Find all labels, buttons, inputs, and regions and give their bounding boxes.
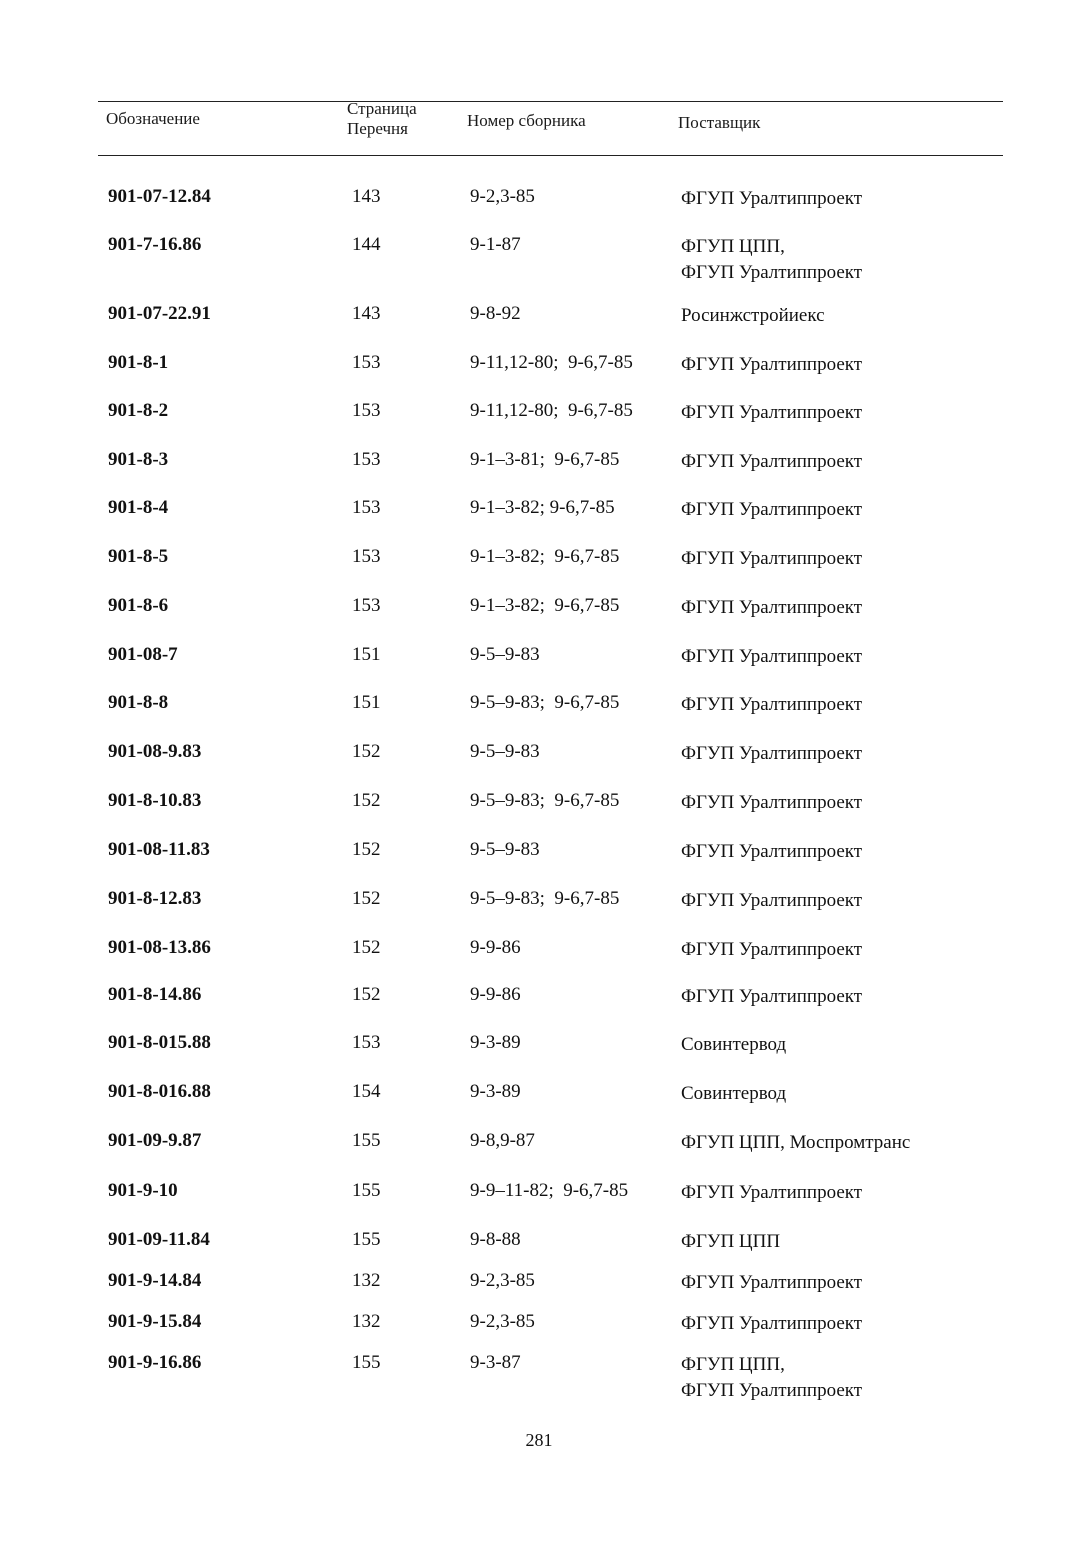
cell-collection: 9-1–3-82; 9-6,7-85 [470, 497, 615, 518]
cell-supplier [681, 741, 862, 767]
cell-page: 152 [352, 790, 381, 811]
supplier-line: ФГУП Уралтиппроект [681, 792, 863, 813]
cell-collection: 9-5–9-83; 9-6,7-85 [470, 692, 620, 713]
column-header-supplier: Поставщик [678, 113, 761, 132]
cell-supplier [681, 1311, 862, 1337]
table-row [0, 1128, 1078, 1168]
cell-page: 132 [352, 1311, 381, 1332]
cell-designation: 901-08-13.86 [108, 937, 211, 958]
cell-page: 132 [352, 1270, 381, 1291]
cell-designation: 901-09-11.84 [108, 1229, 210, 1250]
cell-supplier [681, 234, 862, 286]
supplier-line: ФГУП Уралтиппроект [681, 986, 863, 1007]
supplier-line: ФГУП ЦПП, Моспромтранс [681, 1132, 911, 1153]
table-top-rule [98, 101, 1003, 102]
supplier-line: ФГУП Уралтиппроект [681, 1313, 863, 1334]
cell-collection: 9-2,3-85 [470, 1270, 535, 1291]
cell-page: 143 [352, 303, 381, 324]
cell-designation: 901-8-10.83 [108, 790, 202, 811]
table-row [0, 739, 1078, 779]
table-row [0, 232, 1078, 283]
cell-supplier [681, 352, 862, 378]
supplier-line: ФГУП Уралтиппроект [681, 890, 863, 911]
supplier-line: ФГУП Уралтиппроект [681, 354, 863, 375]
cell-page: 151 [352, 692, 381, 713]
cell-supplier [681, 937, 862, 963]
supplier-line: ФГУП Уралтиппроект [681, 262, 863, 283]
cell-page: 152 [352, 839, 381, 860]
cell-designation: 901-07-12.84 [108, 186, 211, 207]
supplier-line: Росинжстройиекс [681, 305, 825, 326]
table-row [0, 837, 1078, 877]
cell-collection: 9-5–9-83 [470, 644, 540, 665]
cell-collection: 9-2,3-85 [470, 186, 535, 207]
cell-supplier [681, 186, 862, 212]
column-header-designation: Обозначение [106, 109, 200, 128]
cell-designation: 901-08-9.83 [108, 741, 202, 762]
supplier-line: ФГУП ЦПП, [681, 1354, 785, 1375]
supplier-line: ФГУП Уралтиппроект [681, 402, 863, 423]
cell-supplier [681, 595, 862, 621]
cell-collection: 9-5–9-83; 9-6,7-85 [470, 790, 620, 811]
cell-designation: 901-09-9.87 [108, 1130, 202, 1151]
table-row [0, 447, 1078, 487]
supplier-line: ФГУП ЦПП [681, 1231, 781, 1252]
cell-designation: 901-9-16.86 [108, 1352, 202, 1373]
supplier-line: ФГУП Уралтиппроект [681, 1272, 863, 1293]
cell-page: 155 [352, 1352, 381, 1373]
cell-supplier [681, 303, 825, 329]
cell-designation: 901-08-11.83 [108, 839, 210, 860]
cell-supplier [681, 1032, 786, 1058]
cell-supplier [681, 1270, 862, 1296]
cell-collection: 9-8-92 [470, 303, 521, 324]
cell-supplier [681, 497, 862, 523]
supplier-line: ФГУП Уралтиппроект [681, 841, 863, 862]
cell-collection: 9-11,12-80; 9-6,7-85 [470, 400, 633, 421]
cell-designation: 901-8-2 [108, 400, 169, 421]
table-row [0, 1030, 1078, 1070]
table-row [0, 1268, 1078, 1308]
column-header-page-line2: Перечня [347, 119, 408, 138]
cell-designation: 901-8-016.88 [108, 1081, 211, 1102]
table-row [0, 495, 1078, 535]
cell-supplier [681, 1081, 786, 1107]
cell-page: 152 [352, 937, 381, 958]
cell-page: 153 [352, 449, 381, 470]
cell-page: 153 [352, 546, 381, 567]
table-row [0, 350, 1078, 390]
cell-collection: 9-5–9-83 [470, 839, 540, 860]
cell-page: 155 [352, 1180, 381, 1201]
cell-designation: 901-8-1 [108, 352, 169, 373]
table-row [0, 642, 1078, 682]
table-row [0, 788, 1078, 828]
cell-collection: 9-8-88 [470, 1229, 521, 1250]
supplier-line: ФГУП Уралтиппроект [681, 743, 863, 764]
table-row [0, 1079, 1078, 1119]
table-row [0, 1309, 1078, 1349]
cell-designation: 901-8-6 [108, 595, 169, 616]
table-row [0, 544, 1078, 584]
cell-page: 152 [352, 984, 381, 1005]
cell-supplier [681, 1229, 780, 1255]
table-row [0, 935, 1078, 975]
table-row [0, 398, 1078, 438]
supplier-line: ФГУП Уралтиппроект [681, 646, 863, 667]
cell-designation: 901-8-015.88 [108, 1032, 211, 1053]
cell-page: 153 [352, 400, 381, 421]
column-header-page [347, 99, 417, 139]
supplier-line: ФГУП ЦПП, [681, 236, 785, 257]
cell-page: 155 [352, 1229, 381, 1250]
cell-page: 144 [352, 234, 381, 255]
table-row [0, 982, 1078, 1022]
table-row [0, 690, 1078, 730]
cell-collection: 9-3-89 [470, 1032, 521, 1053]
cell-collection: 9-2,3-85 [470, 1311, 535, 1332]
cell-designation: 901-07-22.91 [108, 303, 211, 324]
cell-page: 143 [352, 186, 381, 207]
cell-designation: 901-9-10 [108, 1180, 178, 1201]
supplier-line: ФГУП Уралтиппроект [681, 939, 863, 960]
cell-supplier [681, 839, 862, 865]
table-row [0, 886, 1078, 926]
supplier-line: ФГУП Уралтиппроект [681, 694, 863, 715]
table-header-rule [98, 155, 1003, 156]
cell-designation: 901-8-14.86 [108, 984, 202, 1005]
cell-supplier [681, 790, 862, 816]
cell-page: 153 [352, 352, 381, 373]
cell-supplier [681, 449, 862, 475]
cell-supplier [681, 888, 862, 914]
supplier-line: ФГУП Уралтиппроект [681, 548, 863, 569]
column-header-page-line1: Страница [347, 99, 417, 118]
cell-designation: 901-8-5 [108, 546, 169, 567]
cell-supplier [681, 1130, 910, 1156]
supplier-line: ФГУП Уралтиппроект [681, 451, 863, 472]
cell-supplier [681, 644, 862, 670]
table-row [0, 1227, 1078, 1267]
cell-page: 152 [352, 741, 381, 762]
table-row [0, 184, 1078, 224]
cell-collection: 9-9–11-82; 9-6,7-85 [470, 1180, 629, 1201]
cell-supplier [681, 692, 862, 718]
cell-collection: 9-1-87 [470, 234, 521, 255]
cell-collection: 9-1–3-81; 9-6,7-85 [470, 449, 620, 470]
cell-page: 153 [352, 595, 381, 616]
cell-designation: 901-8-4 [108, 497, 169, 518]
cell-supplier [681, 546, 862, 572]
cell-collection: 9-11,12-80; 9-6,7-85 [470, 352, 633, 373]
cell-supplier [681, 1352, 862, 1404]
cell-collection: 9-8,9-87 [470, 1130, 535, 1151]
cell-collection: 9-5–9-83 [470, 741, 540, 762]
cell-page: 153 [352, 1032, 381, 1053]
cell-page: 151 [352, 644, 381, 665]
cell-page: 153 [352, 497, 381, 518]
cell-collection: 9-9-86 [470, 984, 521, 1005]
cell-collection: 9-3-87 [470, 1352, 521, 1373]
supplier-line: ФГУП Уралтиппроект [681, 1182, 863, 1203]
table-row [0, 1350, 1078, 1401]
cell-collection: 9-9-86 [470, 937, 521, 958]
supplier-line: Совинтервод [681, 1034, 787, 1055]
cell-supplier [681, 1180, 862, 1206]
cell-designation: 901-9-14.84 [108, 1270, 202, 1291]
cell-designation: 901-9-15.84 [108, 1311, 202, 1332]
cell-designation: 901-8-12.83 [108, 888, 202, 909]
cell-collection: 9-1–3-82; 9-6,7-85 [470, 595, 620, 616]
cell-page: 154 [352, 1081, 381, 1102]
cell-page: 155 [352, 1130, 381, 1151]
page-number: 281 [525, 1430, 553, 1450]
table-row [0, 1178, 1078, 1218]
cell-designation: 901-8-3 [108, 449, 169, 470]
supplier-line: ФГУП Уралтиппроект [681, 597, 863, 618]
cell-collection: 9-1–3-82; 9-6,7-85 [470, 546, 620, 567]
cell-supplier [681, 984, 862, 1010]
cell-designation: 901-08-7 [108, 644, 178, 665]
supplier-line: ФГУП Уралтиппроект [681, 499, 863, 520]
cell-designation: 901-8-8 [108, 692, 169, 713]
table-row [0, 593, 1078, 633]
column-header-collection: Номер сборника [467, 111, 586, 130]
table-row [0, 301, 1078, 341]
cell-page: 152 [352, 888, 381, 909]
cell-supplier [681, 400, 862, 426]
cell-designation: 901-7-16.86 [108, 234, 202, 255]
supplier-line: ФГУП Уралтиппроект [681, 1380, 863, 1401]
supplier-line: ФГУП Уралтиппроект [681, 188, 863, 209]
cell-collection: 9-5–9-83; 9-6,7-85 [470, 888, 620, 909]
cell-collection: 9-3-89 [470, 1081, 521, 1102]
supplier-line: Совинтервод [681, 1083, 787, 1104]
